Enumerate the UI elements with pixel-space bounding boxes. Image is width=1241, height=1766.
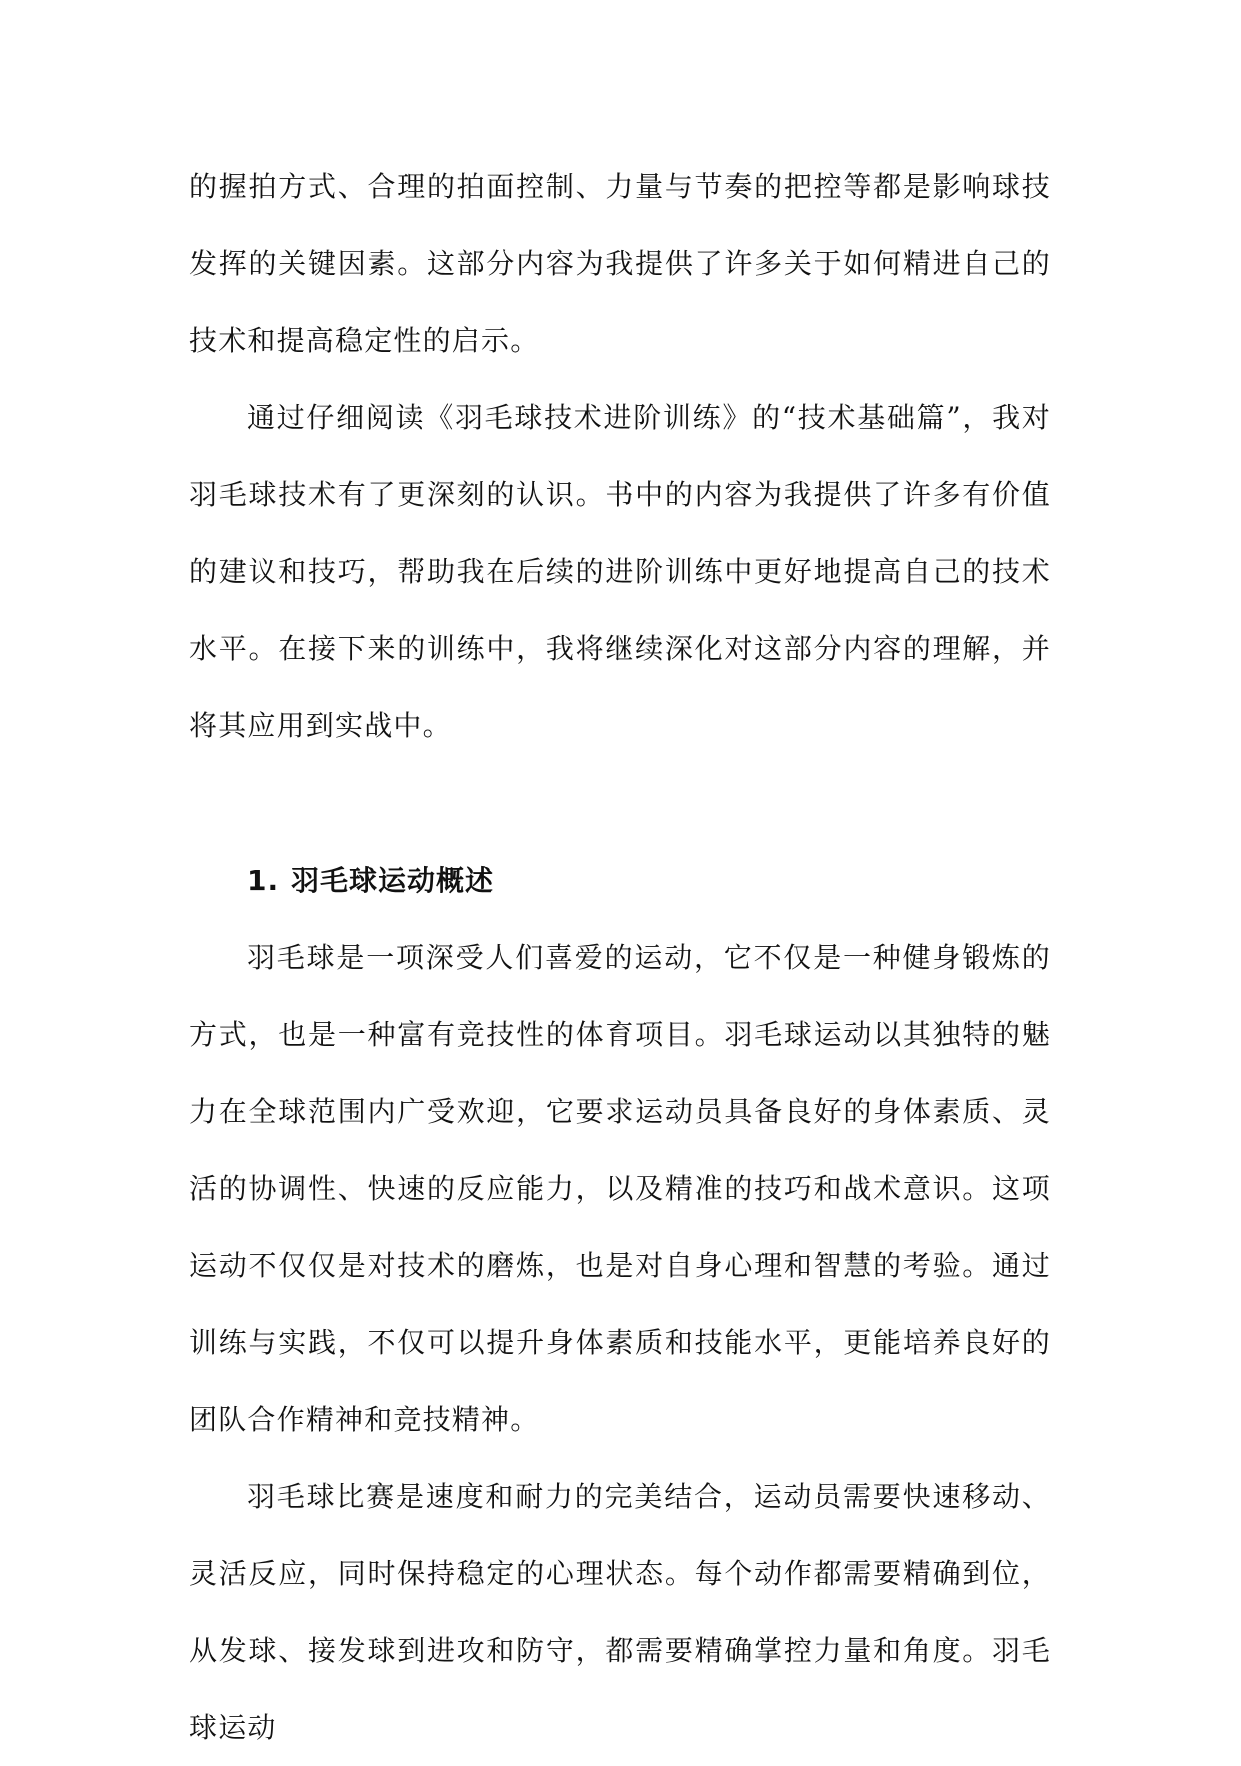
section-heading [189, 842, 1051, 919]
section-number: 1. [247, 864, 280, 897]
paragraph-continued: 的握拍方式、合理的拍面控制、力量与节奏的把控等都是影响球技发挥的关键因素。这部分内容为我提供了许多关于如何精进自己的技术和提高稳定性的启示。 [189, 170, 1051, 357]
paragraph-badminton-intro: 羽毛球是一项深受人们喜爱的运动，它不仅是一种健身锻炼的方式，也是一种富有竞技性的体育项目。羽毛球运动以其独特的魅力在全球范围内广受欢迎，它要求运动员具备良好的身体素质、灵活的协调性、快速的反应能力，以及精准的技巧和战术意识。这项运动不仅仅是对技术的磨炼，也是对自身心理和智慧的考验。通过训练与实践，不仅可以提升身体素质和技能水平，更能培养良好的团队合作精神和竞技精神。 [189, 941, 1051, 1436]
document-body [189, 148, 1051, 1766]
paragraph-reading-reflection: 通过仔细阅读《羽毛球技术进阶训练》的“技术基础篇”，我对羽毛球技术有了更深刻的认识。书中的内容为我提供了许多有价值的建议和技巧，帮助我在后续的进阶训练中更好地提高自己的技术水平。在接下来的训练中，我将继续深化对这部分内容的理解，并将其应用到实战中。 [189, 401, 1051, 742]
section-title: 羽毛球运动概述 [291, 864, 495, 897]
paragraph-badminton-match: 羽毛球比赛是速度和耐力的完美结合，运动员需要快速移动、灵活反应，同时保持稳定的心理状态。每个动作都需要精确到位，从发球、接发球到进攻和防守，都需要精确掌控力量和角度。羽毛球运动 [189, 1480, 1051, 1744]
